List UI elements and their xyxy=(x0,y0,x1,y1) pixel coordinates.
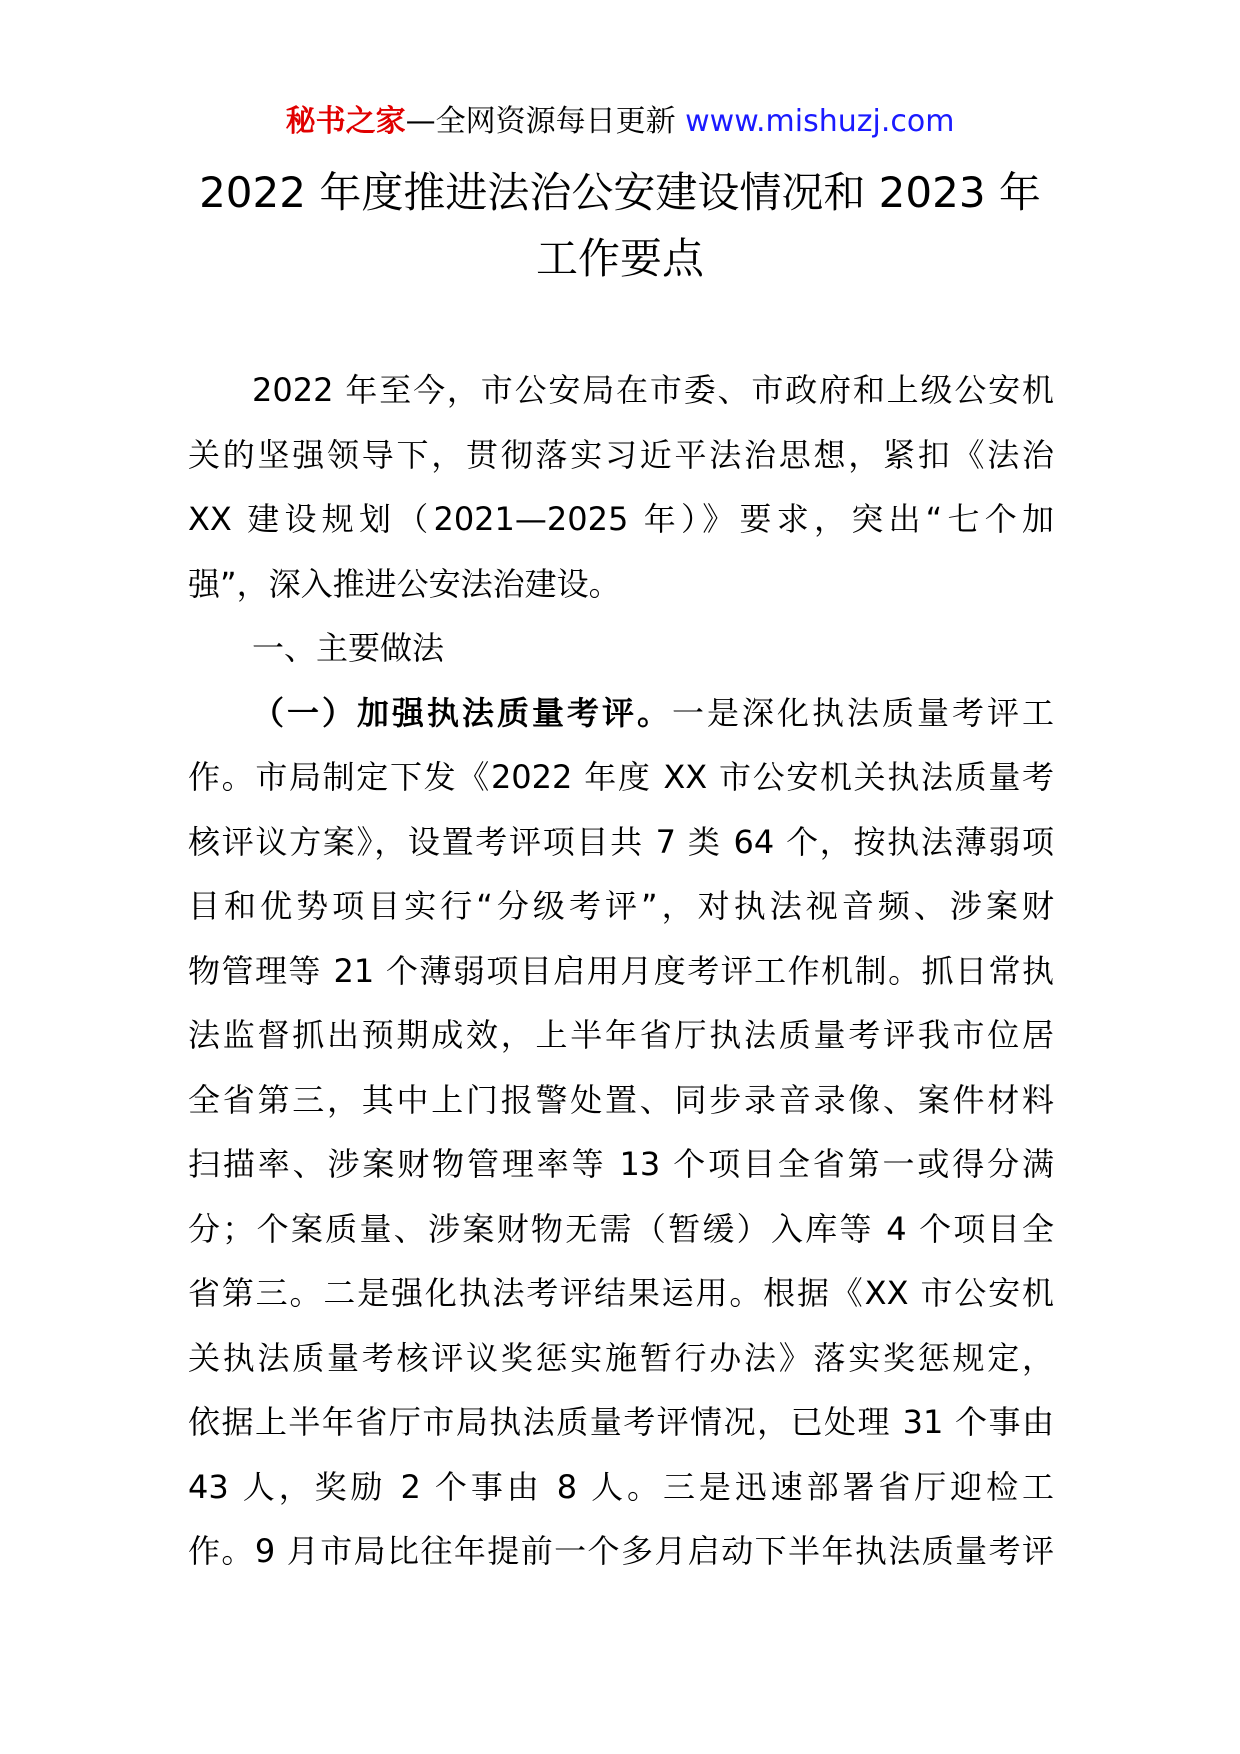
paragraph-text: 一是深化执法质量考评工 xyxy=(671,693,1054,732)
document-title-line-1: 2022 年度推进法治公安建设情况和 2023 年 xyxy=(199,168,1041,217)
site-slogan: —全网资源每日更新 xyxy=(405,104,676,139)
document-body xyxy=(188,358,1054,1584)
paragraph-line: 省第三。二是强化执法考评结果运用。根据《XX 市公安机 xyxy=(188,1274,1054,1312)
paragraph-line: 作。9 月市局比往年提前一个多月启动下半年执法质量考评 xyxy=(188,1532,1054,1570)
paragraph-line: 强”，深入推进公安法治建设。 xyxy=(188,564,621,603)
paragraph-line: 关的坚强领导下，贯彻落实习近平法治思想，紧扣《法治 xyxy=(188,435,1054,474)
document-title xyxy=(140,160,1100,292)
paragraph-line xyxy=(188,681,1054,746)
paragraph-line: 核评议方案》，设置考评项目共 7 类 64 个，按执法薄弱项 xyxy=(188,822,1054,861)
section-heading: 一、主要做法 xyxy=(252,629,445,667)
paragraph-line: 全省第三，其中上门报警处置、同步录音录像、案件材料 xyxy=(188,1080,1054,1119)
paragraph-line: 法监督抓出预期成效，上半年省厅执法质量考评我市位居 xyxy=(188,1016,1054,1054)
paragraph-line: 2022 年至今，市公安局在市委、市政府和上级公安机 xyxy=(252,371,1054,409)
paragraph-line: 作。市局制定下发《2022 年度 XX 市公安机关执法质量考 xyxy=(188,758,1054,796)
site-banner xyxy=(0,100,1240,144)
paragraph-line: 关执法质量考核评议奖惩实施暂行办法》落实奖惩规定， xyxy=(188,1338,1054,1377)
paragraph-line: 依据上半年省厅市局执法质量考评情况，已处理 31 个事由 xyxy=(188,1403,1054,1441)
paragraph-line: 43 人，奖励 2 个事由 8 人。三是迅速部署省厅迎检工 xyxy=(188,1467,1054,1506)
paragraph-line: 物管理等 21 个薄弱项目启用月度考评工作机制。抓日常执 xyxy=(188,951,1054,990)
paragraph-line: 扫描率、涉案财物管理率等 13 个项目全省第一或得分满 xyxy=(188,1145,1054,1183)
paragraph-line: 分；个案质量、涉案财物无需（暂缓）入库等 4 个项目全 xyxy=(188,1209,1054,1248)
site-url-link[interactable]: www.mishuzj.com xyxy=(685,104,955,139)
paragraph-line: XX 建设规划（2021—2025 年）》要求，突出“七个加 xyxy=(188,500,1054,538)
subsection-heading: （一）加强执法质量考评。 xyxy=(252,693,672,732)
site-brand-name: 秘书之家 xyxy=(285,104,406,139)
paragraph-line: 目和优势项目实行“分级考评”，对执法视音频、涉案财 xyxy=(188,887,1054,925)
document-title-line-2: 工作要点 xyxy=(535,234,704,283)
